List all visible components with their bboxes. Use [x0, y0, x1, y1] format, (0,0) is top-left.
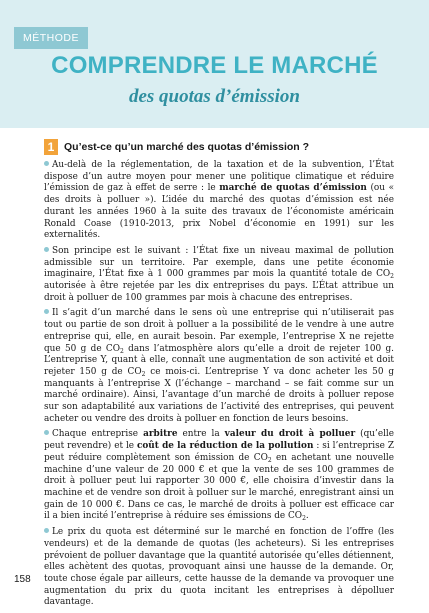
bullet-icon — [44, 528, 49, 533]
paragraph-4: Chaque entreprise arbitre entre la valeur du droit à polluer (qu’elle peut revendre) et le coût de la réduction de la pollution : si l’entreprise Z peut réduire complètement son émission de $CO_2$ en achetant une nouvelle machine d’une valeur de 20 000 € et que la vente de ses 100 grammes de droit à polluer peut lui rapporter 30 000 €, elle choisira d’investir dans la machine et de vendre son droit à polluer sur le marché, enregistrant ainsi un gain de 10 000 €. Dans ce cas, le marché de droits à polluer est efficace car il a bien incité l’entreprise à réduire ses émissions de $CO_2$. — [44, 429, 395, 523]
bullet-icon — [44, 309, 49, 314]
paragraph-2: Son principe est le suivant : l’État fixe un niveau maximal de pollution admissible sur un territoire. Par exemple, dans une petite économie imaginaire, l’État fixe à 1 000 grammes par mois la quantité totale de $CO_2$ autorisée à être rejetée par les dix entreprises du pays. L’État attribue un droit à polluer de 100 grammes par mois à chacune des entreprises. — [44, 245, 394, 303]
page-title: COMPRENDRE LE MARCHÉ — [51, 52, 378, 79]
section-number-badge: 1 — [44, 139, 58, 155]
bullet-icon — [44, 247, 49, 252]
section-title: Qu’est-ce qu’un marché des quotas d’émission ? — [64, 141, 310, 153]
method-tag: MÉTHODE — [14, 27, 88, 49]
paragraph-1: Au-delà de la réglementation, de la taxation et de la subvention, l’État dispose d’un autre moyen pour mener une politique climatique et réduire l’émission de gaz à effet de serre : le marché de quotas d’émission (ou « des droits à polluer »). L’idée du marché des quotas d’émission est née durant les années 1960 à la suite des travaux de l’économiste américain Ronald Coase (1910-2013, prix Nobel d’économie en 1991) sur les externalités. — [44, 160, 394, 241]
paragraph-5: Le prix du quota est déterminé sur le marché en fonction de l’offre (les vendeurs) et de la demande de quotas (les acheteurs). Si les entreprises prévoient de polluer davantage que la quantité autorisée qu’elles détiennent, elles achètent des quotas, provoquant ainsi une hausse de la demande. Or, toute chose égale par ailleurs, cette hausse de la demande va provoquer une augmentation du prix du quota incitant les entreprises à dépolluer davantage. — [44, 527, 394, 608]
body-text — [44, 160, 394, 613]
bullet-icon — [44, 430, 49, 435]
page-number: 158 — [14, 574, 31, 585]
section-heading — [44, 139, 309, 155]
paragraph-3: Il s’agit d’un marché dans le sens où une entreprise qui n’utiliserait pas tout ou partie de son droit à polluer a la possibilité de le vendre à une autre entreprise qui, elle, en aurait besoin. Par exemple, l’entreprise X ne rejette que 50 g de $CO_2$ dans l’atmosphère alors qu’elle a droit de rejeter 100 g. L’entreprise Y, quant à elle, connaît une augmentation de son activité et doit rejeter 150 g de $CO_2$ ce mois-ci. L’entreprise Y va donc acheter les 50 g manquants à l’entreprise X (l’échange – marchand – se fait comme sur un marché ordinaire). Ainsi, l’avantage d’un marché de droits à polluer repose sur son adaptabilité aux variations de l’activité des entreprises, qui peuvent acheter ou vendre des droits à polluer en fonction de leurs besoins. — [44, 308, 395, 424]
bullet-icon — [44, 161, 49, 166]
page-subtitle: des quotas d’émission — [128, 86, 301, 107]
header-banner — [0, 0, 429, 128]
